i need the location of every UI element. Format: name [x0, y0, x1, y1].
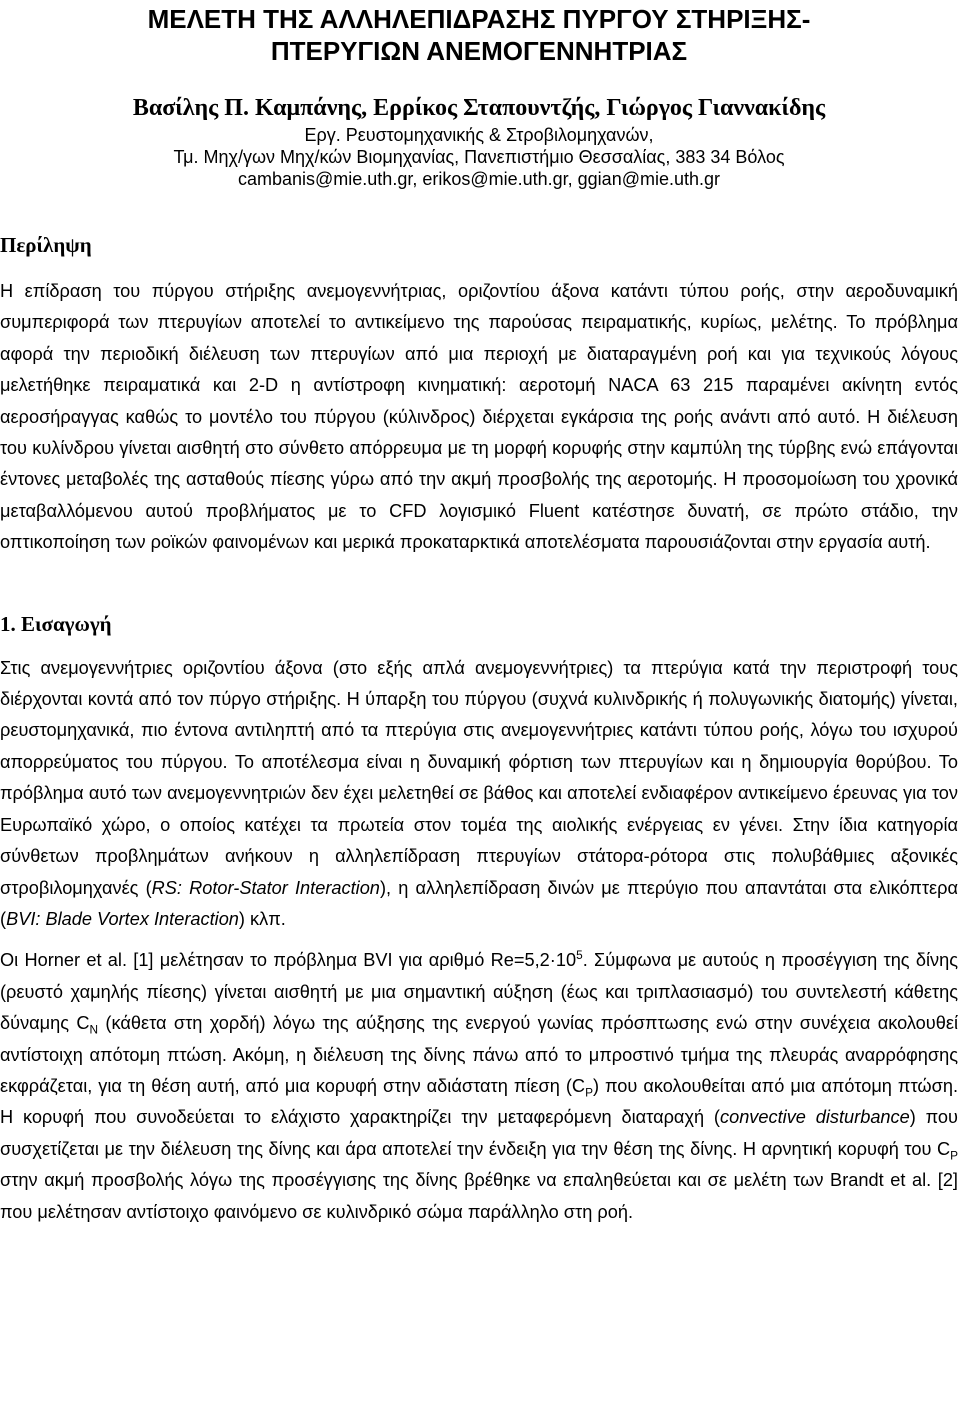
cp-subscript-2: P [950, 1148, 958, 1163]
affiliation [0, 124, 958, 168]
intro-p1-text-a: Στις ανεμογεννήτριες οριζοντίου άξονα (στο εξής απλά ανεμογεννήτριες) τα πτερύγια κατά την περιστροφή τους διέρχονται κοντά από τον πύργο στήριξης. Η ύπαρξη του πύργου (συχνά κυλινδρικής ή πολυγωνικής διατομής) γίνεται, ρευστομηχανικά, πιο έντονα αντιληπτή από τα πτερύγια στις ανεμογεννήτριες κατάντι τύπου ροής, λόγω του ισχυρού απορρεύματος του πύργου. Το αποτέλεσμα είναι η δυναμική φόρτιση των πτερυγίων και η δημιουργία θορύβου. Το πρόβλημα αυτό των ανεμογεννητριών δεν έχει μελετηθεί σε βάθος και αποτελεί ενδιαφέρον αντικείμενο έρευνας για τον Ευρωπαϊκό χώρο, ο οποίος κατέχει τα πρωτεία στον τομέα της αιολικής ενέργειας εν γένει. Στην ίδια κατηγορία σύνθετων προβλημάτων ανήκουν η αλληλεπίδραση πτερυγίων στάτορα-ρότορα στις πολυβάθμιες αξονικές στροβιλομηχανές ( [0, 657, 958, 898]
author-list: Βασίλης Π. Καμπάνης, Ερρίκος Σταπουντζής, Γιώργος Γιαννακίδης [132, 95, 826, 121]
paper-title [0, 0, 958, 67]
title-line-2: ΠΤΕΡΥΓΙΩΝ ΑΝΕΜΟΓΕΝΝΗΤΡΙΑΣ [270, 36, 688, 66]
intro-p2-text-a: Οι Horner et al. [1] μελέτησαν το πρόβλημα BVI για αριθμό Re=5,2·10 [0, 950, 577, 971]
intro-p2-text-c: (κάθετα στη χορδή) λόγω της αύξησης της ενεργού γωνίας πρόσπτωσης ενώ στην συνέχεια ακολουθεί αντίστοιχη απότομη πτώση. Ακόμη, η διέλευση της δίνης πάνω από το μπροστινό τμήμα της πλευράς αναρρόφησης εκφράζεται, για τη θέση αυτή, από μια κορυφή στην αδιάστατη πίεση (C [0, 1013, 958, 1096]
abstract-section [0, 232, 958, 559]
intro-p1-text-c: ) κλπ. [238, 908, 286, 929]
intro-p2-text-d: ) που ακολουθείται από μια απότομη πτώση. Η κορυφή που συνοδεύεται το ελάχιστο χαρακτηρίζει την μεταφερόμενη διαταραχή ( [0, 1075, 958, 1128]
intro-p2-text-f: στην ακμή προσβολής λόγω της προσέγγισης της δίνης βρέθηκε να επαληθεύεται και σε μελέτη των Brandt et al. [2] που μελέτησαν αντίστοιχο φαινόμενο σε κυλινδρικό σώμα παράλληλο στη ροή. [0, 1170, 958, 1222]
intro-p1-rs-term: RS: Rotor-Stator Interaction [151, 877, 380, 898]
author-emails: cambanis@mie.uth.gr, erikos@mie.uth.gr, ggian@mie.uth.gr [237, 169, 721, 189]
abstract-heading: Περίληψη [0, 233, 92, 257]
introduction-paragraph-1 [0, 653, 958, 936]
cp-subscript-1: P [585, 1085, 593, 1100]
abstract-text: Η επίδραση του πύργου στήριξης ανεμογεννήτριας, οριζοντίου άξονα κατάντι τύπου ροής, στην αεροδυναμική συμπεριφορά των πτερυγίων αποτελεί το αντικείμενο της παρούσας πειραματικής, κυρίως, μελέτης. Το πρόβλημα αφορά την περιοδική διέλευση των πτερυγίων από μια περιοχή με διαταραγμένη ροή και για τεχνικούς λόγους μελετήθηκε πειραματικά και 2-D η αντίστροφη κινηματική: αεροτομή NACA 63 215 παραμένει ακίνητη εντός αεροσήραγγας καθώς το μοντέλο του πύργου (κύλινδρος) διέρχεται εγκάρσια της ροής ανάντι από αυτό. Η διέλευση του κυλίνδρου γίνεται αισθητή στο σύνθετο απόρρευμα με τη μορφή κορυφής στην καμπύλη της τύρβης ενώ επάγονται έντονες μεταβολές της ασταθούς πίεσης γύρω από την ακμή προσβολής της αεροτομής. Η προσομοίωση του χρονικά μεταβαλλόμενου αυτού προβλήματος με το CFD λογισμικό Fluent κατέστησε δυνατή, σε πρώτο στάδιο, την οπτικοποίηση των ροϊκών φαινομένων και μερικά προκαταρκτικά αποτελέσματα παρουσιάζονται στην εργασία αυτή. [0, 281, 958, 553]
introduction-heading: 1. Εισαγωγή [0, 611, 112, 636]
title-line-1: ΜΕΛΕΤΗ ΤΗΣ ΑΛΛΗΛΕΠΙΔΡΑΣΗΣ ΠΥΡΓΟΥ ΣΤΗΡΙΞΗΣ- [147, 4, 811, 34]
reynolds-exponent: 5 [576, 948, 583, 963]
convective-disturbance-term: convective disturbance [719, 1107, 910, 1128]
affiliation-line-2: Τμ. Μηχ/γων Μηχ/κών Βιομηχανίας, Πανεπιστήμιο Θεσσαλίας, 383 34 Βόλος [173, 147, 785, 167]
intro-p2-text-b: . Σύμφωνα με αυτούς η προσέγγιση της δίνης (ρευστό χαμηλής πίεσης) γίνεται αισθητή με μια σημαντική αύξηση (έως και τριπλασιασμό) του συντελεστή κάθετης δύναμης C [0, 950, 958, 1034]
intro-p2-text-e: ) που συσχετίζεται με την διέλευση της δίνης και άρα αποτελεί την ένδειξη για την θέση της δίνης. Η αρνητική κορυφή του C [0, 1107, 958, 1159]
introduction-section [0, 611, 958, 1228]
affiliation-line-1: Εργ. Ρευστομηχανικής & Στροβιλομηχανών, [304, 125, 654, 145]
intro-p1-bvi-term: BVI: Blade Vortex Interaction [6, 908, 239, 929]
introduction-paragraph-2 [0, 945, 958, 1228]
cn-subscript: N [89, 1022, 99, 1037]
intro-p1-text-b: ), η αλληλεπίδραση δινών με πτερύγιο που απαντάται στα ελικόπτερα ( [0, 877, 959, 929]
